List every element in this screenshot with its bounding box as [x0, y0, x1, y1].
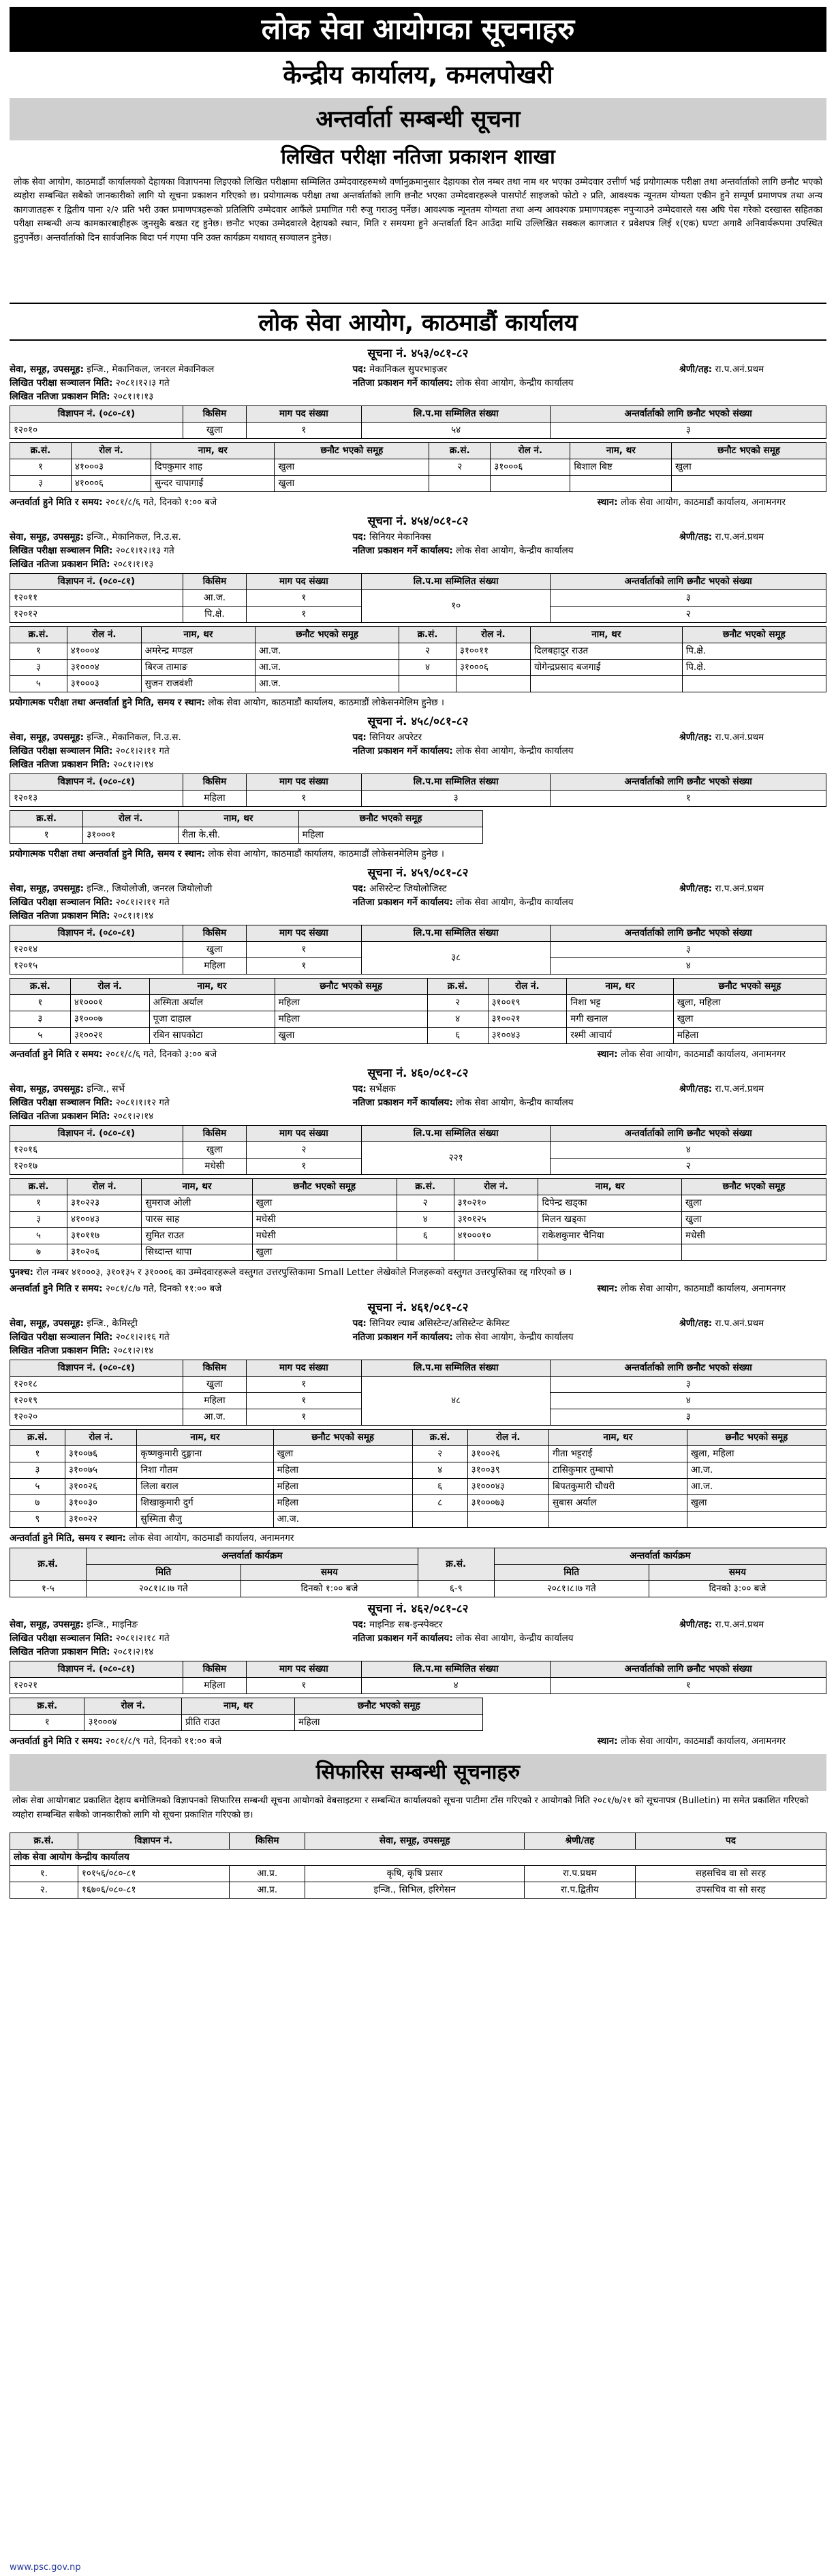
advert-table: विज्ञापन नं. (०८०-८१) किसिम माग पद संख्या लि.प.मा सम्मिलित संख्या अन्तर्वार्ताको लागि छनौट भएको संख्या १२०१८ खुला १ ४८ ३ १२०१९ महिला १ ४ १२०२० आ.ज. १ ३ — [10, 1360, 826, 1426]
advert-table: विज्ञापन नं. (०८०-८१) किसिम माग पद संख्या लि.प.मा सम्मिलित संख्या अन्तर्वार्ताको लागि छनौट भएको संख्या १२०१० खुला १ ५४ ३ — [10, 405, 826, 439]
main-banner: लोक सेवा आयोगका सूचनाहरु — [10, 7, 826, 52]
notice-title: सूचना नं. ४६१/०८१-८२ — [367, 1301, 469, 1315]
table-row: १ ३१०००१ रीता के.सी. महिला — [10, 827, 483, 844]
notice-title: सूचना नं. ४५८/०८१-८२ — [367, 715, 469, 729]
advert-table: विज्ञापन नं. (०८०-८१) किसिम माग पद संख्या लि.प.मा सम्मिलित संख्या अन्तर्वार्ताको लागि छनौट भएको संख्या १२०१४ खुला १ ३८ ३ १२०१५ महिला १ ४ — [10, 925, 826, 975]
notice-title: सूचना नं. ४५३/०८१-८२ — [367, 347, 469, 361]
table-row: ५ ३१००२१ रबिन सापकोटा खुला ६ ३१००४३ रश्मी आचार्य महिला — [10, 1028, 826, 1044]
notice-title: सूचना नं. ४५९/०८१-८२ — [367, 866, 469, 880]
table-row: १-५ २०८१।८।७ गते दिनको १:०० बजे ६-९ २०८१।८।७ गते दिनको ३:०० बजे — [10, 1581, 826, 1597]
table-row: ३ ३१०००७ पूजा दाहाल महिला ४ ३१००२१ मगी खनाल खुला — [10, 1011, 826, 1028]
table-group-row: लोक सेवा आयोग केन्द्रीय कार्यालय — [10, 1850, 826, 1866]
table-row: १. १०१५६/०८०-८१ आ.प्र. कृषि, कृषि प्रसार रा.प.प्रथम सहसचिव वा सो सरह — [10, 1866, 826, 1882]
table-row: ३ ३१०००४ बिरज तामाङ आ.ज. ४ ३१०००६ योगेन्द्रप्रसाद बजगाईं पि.क्षे. — [10, 660, 826, 676]
intro-paragraph: लोक सेवा आयोग, काठमाडौं कार्यालयको देहायका विज्ञापनमा लिइएको लिखित परीक्षामा सम्मिलित उम्मेदवारहरुमध्ये वर्णानुक्रमानुसार देहायका रोल नम्बर तथा नाम थर भएका उम्मेदवार उत्तीर्ण भई प्रयोगात्मक परीक्षा तथा अन्तर्वार्ताको लागि छनौट भएको व्यहोरा सम्बन्धित सबैको जानकारीको लागि यो सूचना प्रकाशन गरिएको छ। प्रयोगात्मक परीक्षा तथा अन्तर्वार्ताको लागि छनौट भएका उम्मेदवारहरूले पासपोर्ट साइजको फोटो २ प्रति, आवश्यक न्यूनतम योग्यता एकीन हुने सम्पूर्ण प्रमाणपत्र तथा अन्य कागजातहरू र द्वितीय पाना २/२ प्रति भरी उक्त प्रमाणपत्रहरूको प्रतिलिपि उम्मेदवार आफैंले प्रमाणित गरी रुजु गराउनु पर्नेछ। आवश्यक न्यूनतम योग्यता तथा अन्य आवश्यक प्रमाणपत्रहरू नपुऱ्याउने उम्मेदवारले यस अघि पेस गरेको दरखास्त सहितका परीक्षा सम्बन्धी अन्य कामकारबाहीहरू जुनसुकै बखत रद्द हुनेछ। छनौट भएका उम्मेदवारले देहायको स्थान, मिति र समयमा हुने अन्तर्वार्ता दिन आउँदा माथि उल्लिखित सक्कल कागजात र प्रवेशपत्र लिई १(एक) घण्टा अगावै अनिवार्यरूपमा उपस्थित हुनुपर्नेछ। अन्तर्वार्ताको दिन सार्वजनिक बिदा पर्न गएमा पनि उक्त कार्यक्रम यथावत् सञ्चालन हुनेछ। — [14, 177, 822, 243]
candidate-table: क्र.सं. रोल नं. नाम, थर छनौट भएको समूह क्र.सं. रोल नं. नाम, थर छनौट भएको समूह १ ४१०००१ अस्मिता अर्याल महिला २ ३१००१९ निशा भट्ट खुला, महिला ३ ३१०००७ पूजा दाहाल महिला ४ ३१००२१ मगी खनाल खुला ५ ३१००२१ रबिन सापकोटा खुला ६ ३१००४३ रश्मी आचार्य महिला — [10, 978, 826, 1044]
interview-schedule-table: क्र.सं. अन्तर्वार्ता कार्यक्रम क्र.सं. अन्तर्वार्ता कार्यक्रम मिति समय मिति समय १-५ २०८१।८।७ गते दिनको १:०० बजे ६-९ २०८१।८।७ गते दिनको ३:०० बजे — [10, 1548, 826, 1597]
table-row: १ ३१०००४ प्रीति राउत महिला — [10, 1715, 483, 1731]
recommendation-heading: सिफारिस सम्बन्धी सूचनाहरु — [10, 1754, 826, 1791]
practical-line: प्रयोगात्मक परीक्षा तथा अन्तर्वार्ता हुने मिति, समय र स्थान: लोक सेवा आयोग, काठमाडौं कार्यालय, काठमाडौं लोकेसनमेलिम हुनेछ । — [10, 697, 444, 708]
table-row: १२०१९ महिला १ ४ — [10, 1393, 826, 1409]
candidate-table: क्र.सं. रोल नं. नाम, थर छनौट भएको समूह १ ३१०००४ प्रीति राउत महिला — [10, 1698, 483, 1731]
advert-table: विज्ञापन नं. (०८०-८१) किसिम माग पद संख्या लि.प.मा सम्मिलित संख्या अन्तर्वार्ताको लागि छनौट भएको संख्या १२०११ आ.ज. १ १० ३ १२०१२ पि.क्षे. १ २ — [10, 573, 826, 623]
notice-459 — [10, 864, 826, 1062]
notice-meta: सेवा, समूह, उपसमूह: इन्जि., मेकानिकल, नि.उ.स. पद: सिनियर अपरेटर श्रेणी/तह: रा.प.अनं.प्रथम लिखित परीक्षा सञ्चालन मिति: २०८१।२।११ गते नतिजा प्रकाशन गर्ने कार्यालय: लोक सेवा आयोग, केन्द्रीय कार्यालय लिखित नतिजा प्रकाशन मिति: २०८१।२।१४ — [10, 732, 764, 770]
postscript-note: पुनश्च: रोल नम्बर ४१०००३, ३१०१३५ र ३१०००६ का उम्मेदवारहरूले वस्तुगत उत्तरपुस्तिकामा Small Letter लेखेकोले निजहरूको वस्तुगत उत्तरपुस्तिका रद्द गरिएको छ । — [10, 1267, 572, 1278]
candidate-table: क्र.सं. रोल नं. नाम, थर छनौट भएको समूह क्र.सं. रोल नं. नाम, थर छनौट भएको समूह १ ४१०००३ दिपकुमार शाह खुला २ ३१०००६ बिशाल बिष्ट खुला ३ ४१०००६ सुन्दर चापागाईं खुला — [10, 442, 826, 492]
table-row: १२०१३ महिला १ ३ १ — [10, 791, 826, 807]
table-row: ३ ४१०००६ सुन्दर चापागाईं खुला — [10, 476, 826, 492]
notice-meta: सेवा, समूह, उपसमूह: इन्जि., मेकानिकल, नि.उ.स. पद: सिनियर मेकानिक्स श्रेणी/तह: रा.प.अनं.प्रथम लिखित परीक्षा सञ्चालन मिति: २०८१।१२।१३ गते नतिजा प्रकाशन गर्ने कार्यालय: लोक सेवा आयोग, केन्द्रीय कार्यालय लिखित नतिजा प्रकाशन मिति: २०८१।१।१३ — [10, 532, 764, 570]
notice-title: सूचना नं. ४६२/०८१-८२ — [367, 1602, 469, 1616]
interview-line: अन्तर्वार्ता हुने मिति र समय: २०८१/८/६ गते, दिनको १:०० बजे स्थान: लोक सेवा आयोग, काठमाडौं कार्यालय, अनामनगर — [10, 497, 786, 508]
table-row: १२०१५ महिला १ ४ — [10, 958, 826, 975]
candidate-table: क्र.सं. रोल नं. नाम, थर छनौट भएको समूह १ ३१०००१ रीता के.सी. महिला — [10, 810, 483, 844]
table-row: १२०२१ महिला १ ४ १ — [10, 1678, 826, 1694]
recommendation-table: क्र.सं. विज्ञापन नं. किसिम सेवा, समूह, उपसमूह श्रेणी/तह पद लोक सेवा आयोग केन्द्रीय कार्यालय १. १०१५६/०८०-८१ आ.प्र. कृषि, कृषि प्रसार रा.प.प्रथम सहसचिव वा सो सरह २. १६७०६/०८०-८१ आ.प्र. इन्जि., सिभिल, इरिगेसन रा.प.द्वितीय उपसचिव वा सो सरह — [10, 1833, 826, 1899]
notice-460 — [10, 1064, 826, 1296]
notice-title: सूचना नं. ४६०/०८१-८२ — [367, 1067, 469, 1080]
notice-title: सूचना नं. ४५४/०८१-८२ — [367, 515, 469, 528]
table-row: १२०११ आ.ज. १ १० ३ — [10, 590, 826, 607]
notice-453 — [10, 345, 826, 510]
table-row: ५ ३१०११७ सुमित राउत मधेसी ६ ४१०००१० राकेशकुमार चैनिया मधेसी — [10, 1228, 826, 1244]
table-row: १ ४१०००१ अस्मिता अर्याल महिला २ ३१००१९ निशा भट्ट खुला, महिला — [10, 995, 826, 1011]
table-row: १२०१८ खुला १ ४८ ३ — [10, 1377, 826, 1393]
advert-table: विज्ञापन नं. (०८०-८१) किसिम माग पद संख्या लि.प.मा सम्मिलित संख्या अन्तर्वार्ताको लागि छनौट भएको संख्या १२०१६ खुला २ २२१ ४ १२०१७ मधेसी १ २ — [10, 1125, 826, 1175]
table-row: १ ४१०००३ दिपकुमार शाह खुला २ ३१०००६ बिशाल बिष्ट खुला — [10, 459, 826, 476]
notice-462 — [10, 1600, 826, 1749]
table-row: ७ ३१००३० शिखाकुमारी दुर्ग महिला ८ ३१०००७३ सुबास अर्याल खुला — [10, 1495, 826, 1512]
table-row: १ ३१०२२३ सुमराज ओली खुला २ ३१०२१० दिपेन्द्र खड्का खुला — [10, 1195, 826, 1212]
section-heading: अन्तर्वार्ता सम्बन्धी सूचना — [10, 98, 826, 140]
table-row: १२०२० आ.ज. १ ३ — [10, 1409, 826, 1426]
interview-line: अन्तर्वार्ता हुने मिति र समय: २०८१/८/६ गते, दिनको ३:०० बजे स्थान: लोक सेवा आयोग, काठमाडौं कार्यालय, अनामनगर — [10, 1049, 786, 1060]
kathmandu-office-heading: लोक सेवा आयोग, काठमाडौं कार्यालय — [10, 303, 826, 341]
candidate-table: क्र.सं. रोल नं. नाम, थर छनौट भएको समूह क्र.सं. रोल नं. नाम, थर छनौट भएको समूह १ ४१०००४ अमरेन्द्र मण्डल आ.ज. २ ३१००११ दिलबहादुर राउत पि.क्षे. ३ ३१०००४ बिरज तामाङ आ.ज. ४ ३१०००६ योगेन्द्रप्रसाद बजगाईं पि.क्षे. ५ ३१०००३ सुजन राजवंशी आ.ज. — [10, 626, 826, 692]
interview-line: अन्तर्वार्ता हुने मिति र समय: २०८१/८/९ गते, दिनको ११:०० बजे स्थान: लोक सेवा आयोग, काठमाडौं कार्यालय, अनामनगर — [10, 1736, 786, 1747]
table-row: २. १६७०६/०८०-८१ आ.प्र. इन्जि., सिभिल, इरिगेसन रा.प.द्वितीय उपसचिव वा सो सरह — [10, 1882, 826, 1899]
table-row: १२०१० खुला १ ५४ ३ — [10, 423, 826, 439]
candidate-table: क्र.सं. रोल नं. नाम, थर छनौट भएको समूह क्र.सं. रोल नं. नाम, थर छनौट भएको समूह १ ३१००७६ कृष्णकुमारी दुङ्गाना खुला २ ३१००२६ गीता भट्टराई खुला, महिला ३ ३१००७५ निशा गौतम महिला ४ ३१००३९ टासिकुमार तुम्बापो आ.ज. ५ ३१००२६ लिला बराल महिला ६ ३१०००४३ बिपतकुमारी चौधरी आ.ज. ७ ३१००३० शिखाकुमारी दुर्ग महिला ८ ३१०००७३ सुबास अर्याल खुला ९ ३१००२२ सुस्मिता सैजु आ.ज. — [10, 1429, 826, 1528]
candidate-table: क्र.सं. रोल नं. नाम, थर छनौट भएको समूह क्र.सं. रोल नं. नाम, थर छनौट भएको समूह १ ३१०२२३ सुमराज ओली खुला २ ३१०२१० दिपेन्द्र खड्का खुला ३ ४१००४३ पारस साह मधेसी ४ ३१०१२५ मिलन खड्का खुला ५ ३१०११७ सुमित राउत मधेसी ६ ४१०००१० राकेशकुमार चैनिया मधेसी ७ ३१०२०६ सिध्दान्त थापा खुला — [10, 1178, 826, 1261]
table-row: १ ३१००७६ कृष्णकुमारी दुङ्गाना खुला २ ३१००२६ गीता भट्टराई खुला, महिला — [10, 1446, 826, 1462]
table-row: ७ ३१०२०६ सिध्दान्त थापा खुला — [10, 1244, 826, 1261]
table-row: १२०१६ खुला २ २२१ ४ — [10, 1142, 826, 1159]
recommendation-intro: लोक सेवा आयोगबाट प्रकाशित देहाय बमोजिमको विज्ञापनको सिफारिस सम्बन्धी सूचना आयोगको वेबसाइटमा र सम्बन्धित कार्यालयको सूचना पाटीमा टाँस गरिएको र आयोगको मिति २०८१/७/२१ को सूचनापत्र (Bulletin) मा समेत प्रकाशित गरिएको व्यहोरा सम्बन्धित सबैको जानकारीको लागि यो सूचना प्रकाशित गरिएको छ। — [12, 1796, 809, 1821]
notice-458 — [10, 713, 826, 861]
interview-place-line: अन्तर्वार्ता हुने मिति, समय र स्थान: लोक सेवा आयोग, काठमाडौं कार्यालय, अनामनगर — [10, 1533, 294, 1544]
notice-meta: सेवा, समूह, उपसमूह: इन्जि., माइनिङ पद: माइनिङ सब-इन्स्पेक्टर श्रेणी/तह: रा.प.अनं.प्रथम लिखित परीक्षा सञ्चालन मिति: २०८१।२।१८ गते नतिजा प्रकाशन गर्ने कार्यालय: लोक सेवा आयोग, केन्द्रीय कार्यालय लिखित नतिजा प्रकाशन मिति: २०८१।२।१४ — [10, 1619, 764, 1657]
advert-table: विज्ञापन नं. (०८०-८१) किसिम माग पद संख्या लि.प.मा सम्मिलित संख्या अन्तर्वार्ताको लागि छनौट भएको संख्या १२०२१ महिला १ ४ १ — [10, 1661, 826, 1694]
notice-454 — [10, 512, 826, 710]
table-row: ५ ३१००२६ लिला बराल महिला ६ ३१०००४३ बिपतकुमारी चौधरी आ.ज. — [10, 1479, 826, 1495]
notice-meta: सेवा, समूह, उपसमूह: इन्जि., सर्भे पद: सर्भेक्षक श्रेणी/तह: रा.प.अनं.प्रथम लिखित परीक्षा सञ्चालन मिति: २०८१।१।१२ गते नतिजा प्रकाशन गर्ने कार्यालय: लोक सेवा आयोग, केन्द्रीय कार्यालय लिखित नतिजा प्रकाशन मिति: २०८१।२।१४ — [10, 1084, 764, 1122]
table-row: १ ४१०००४ अमरेन्द्र मण्डल आ.ज. २ ३१००११ दिलबहादुर राउत पि.क्षे. — [10, 643, 826, 660]
table-row: १२०१७ मधेसी १ २ — [10, 1159, 826, 1175]
table-row: ५ ३१०००३ सुजन राजवंशी आ.ज. — [10, 676, 826, 692]
table-row: ३ ३१००७५ निशा गौतम महिला ४ ३१००३९ टासिकुमार तुम्बापो आ.ज. — [10, 1462, 826, 1479]
interview-line: अन्तर्वार्ता हुने मिति र समय: २०८१/८/७ गते, दिनको ११:०० बजे स्थान: लोक सेवा आयोग, काठमाडौं कार्यालय, अनामनगर — [10, 1283, 786, 1294]
table-row: १२०१२ पि.क्षे. १ २ — [10, 607, 826, 623]
table-row: ९ ३१००२२ सुस्मिता सैजु आ.ज. — [10, 1512, 826, 1528]
practical-line: प्रयोगात्मक परीक्षा तथा अन्तर्वार्ता हुने मिति, समय र स्थान: लोक सेवा आयोग, काठमाडौं कार्यालय, काठमाडौं लोकेसनमेलिम हुनेछ । — [10, 848, 444, 859]
website-link[interactable]: www.psc.gov.np — [10, 2562, 81, 2573]
office-heading: केन्द्रीय कार्यालय, कमलपोखरी — [283, 61, 553, 89]
table-row: १२०१४ खुला १ ३८ ३ — [10, 942, 826, 958]
advert-table: विज्ञापन नं. (०८०-८१) किसिम माग पद संख्या लि.प.मा सम्मिलित संख्या अन्तर्वार्ताको लागि छनौट भएको संख्या १२०१३ महिला १ ३ १ — [10, 773, 826, 807]
notice-461 — [10, 1299, 826, 1597]
notice-meta: सेवा, समूह, उपसमूह: इन्जि., मेकानिकल, जनरल मेकानिकल पद: मेकानिकल सुपरभाइजर श्रेणी/तह: रा.प.अनं.प्रथम लिखित परीक्षा सञ्चालन मिति: २०८१।१२।३ गते नतिजा प्रकाशन गर्ने कार्यालय: लोक सेवा आयोग, केन्द्रीय कार्यालय लिखित नतिजा प्रकाशन मिति: २०८१।१।१३ — [10, 364, 764, 402]
notice-meta: सेवा, समूह, उपसमूह: इन्जि., जियोलोजी, जनरल जियोलोजी पद: असिस्टेन्ट जियोलोजिस्ट श्रेणी/तह: रा.प.अनं.प्रथम लिखित परीक्षा सञ्चालन मिति: २०८१।२।११ गते नतिजा प्रकाशन गर्ने कार्यालय: लोक सेवा आयोग, केन्द्रीय कार्यालय लिखित नतिजा प्रकाशन मिति: २०८१।१।१४ — [10, 883, 764, 921]
notice-meta: सेवा, समूह, उपसमूह: इन्जि., केमिस्ट्री पद: सिनियर ल्याब असिस्टेन्ट/असिस्टेन्ट केमिस्ट श्रेणी/तह: रा.प.अनं.प्रथम लिखित परीक्षा सञ्चालन मिति: २०८१।२।१६ गते नतिजा प्रकाशन गर्ने कार्यालय: लोक सेवा आयोग, केन्द्रीय कार्यालय लिखित नतिजा प्रकाशन मिति: २०८१।२।१४ — [10, 1318, 764, 1356]
table-row: ३ ४१००४३ पारस साह मधेसी ४ ३१०१२५ मिलन खड्का खुला — [10, 1212, 826, 1228]
branch-heading: लिखित परीक्षा नतिजा प्रकाशन शाखा — [281, 145, 555, 169]
